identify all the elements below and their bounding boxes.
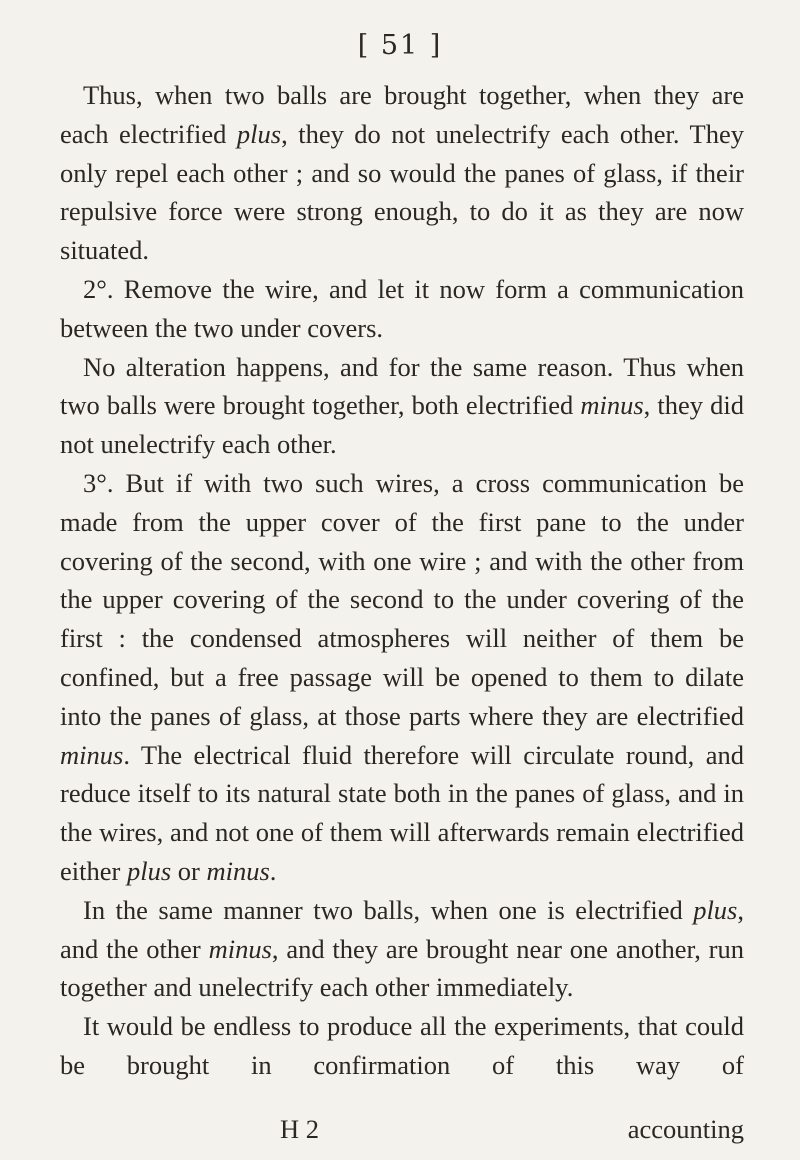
text-run: , and the other — [60, 894, 744, 964]
italic-term: plus — [693, 894, 738, 925]
text-run: 2°. Remove the wire, and let it now form a communication between the two under covers. — [60, 273, 744, 343]
text-run: In the same manner two balls, when one is electrified — [83, 894, 694, 925]
paragraph-4 — [60, 464, 744, 891]
italic-term: minus — [580, 390, 644, 421]
text-run: No alteration happens, and for the same reason. Thus when two balls were brought together, both electrified — [60, 351, 744, 421]
text-run: , and they are brought near one another, run together and unelectrify each other immediately. — [60, 933, 744, 1003]
paragraph-5 — [60, 891, 744, 1007]
page-number: [ 51 ] — [357, 30, 443, 61]
italic-term: minus — [208, 933, 272, 964]
signature-mark: H 2 — [280, 1114, 320, 1144]
text-run: or — [171, 855, 207, 886]
italic-term: plus — [236, 118, 282, 149]
italic-term: minus — [60, 739, 124, 770]
text-run: It would be endless to produce all the experiments, that could be brought in confirmation of this way of — [60, 1011, 744, 1080]
body-text — [60, 76, 744, 1085]
text-run: Thus, when two balls are brought together, when they are each electrified — [60, 80, 744, 149]
paragraph-2 — [60, 270, 744, 348]
text-run: . The electrical fluid therefore will circulate round, and reduce itself to its natural state both in the panes of glass, and in the wires, and not one of them will afterwards remain electrified either — [60, 739, 744, 886]
text-run: 3°. But if with two such wires, a cross communication be made from the upper cover of the first pane to the under covering of the second, with one wire ; and with the other from the upper covering of the second to the under covering of the first : the condensed atmospheres will neither of them be confined, but a free passage will be opened to them to dilate into the panes of glass, at those parts where they are electrified — [60, 467, 744, 731]
paragraph-3 — [60, 348, 744, 464]
text-run: . — [269, 855, 277, 886]
paragraph-6 — [60, 1007, 744, 1085]
italic-term: minus — [206, 855, 270, 886]
text-run: , they did not unelectrify each other. — [60, 390, 744, 460]
text-run: , they do not unelectrify each other. They only repel each other ; and so would the panes of glass, if their repulsive force were strong enough, to do it as they are now situated. — [60, 118, 744, 266]
paragraph-1 — [60, 76, 744, 270]
catchword: accounting — [627, 1114, 744, 1144]
italic-term: plus — [126, 855, 172, 886]
